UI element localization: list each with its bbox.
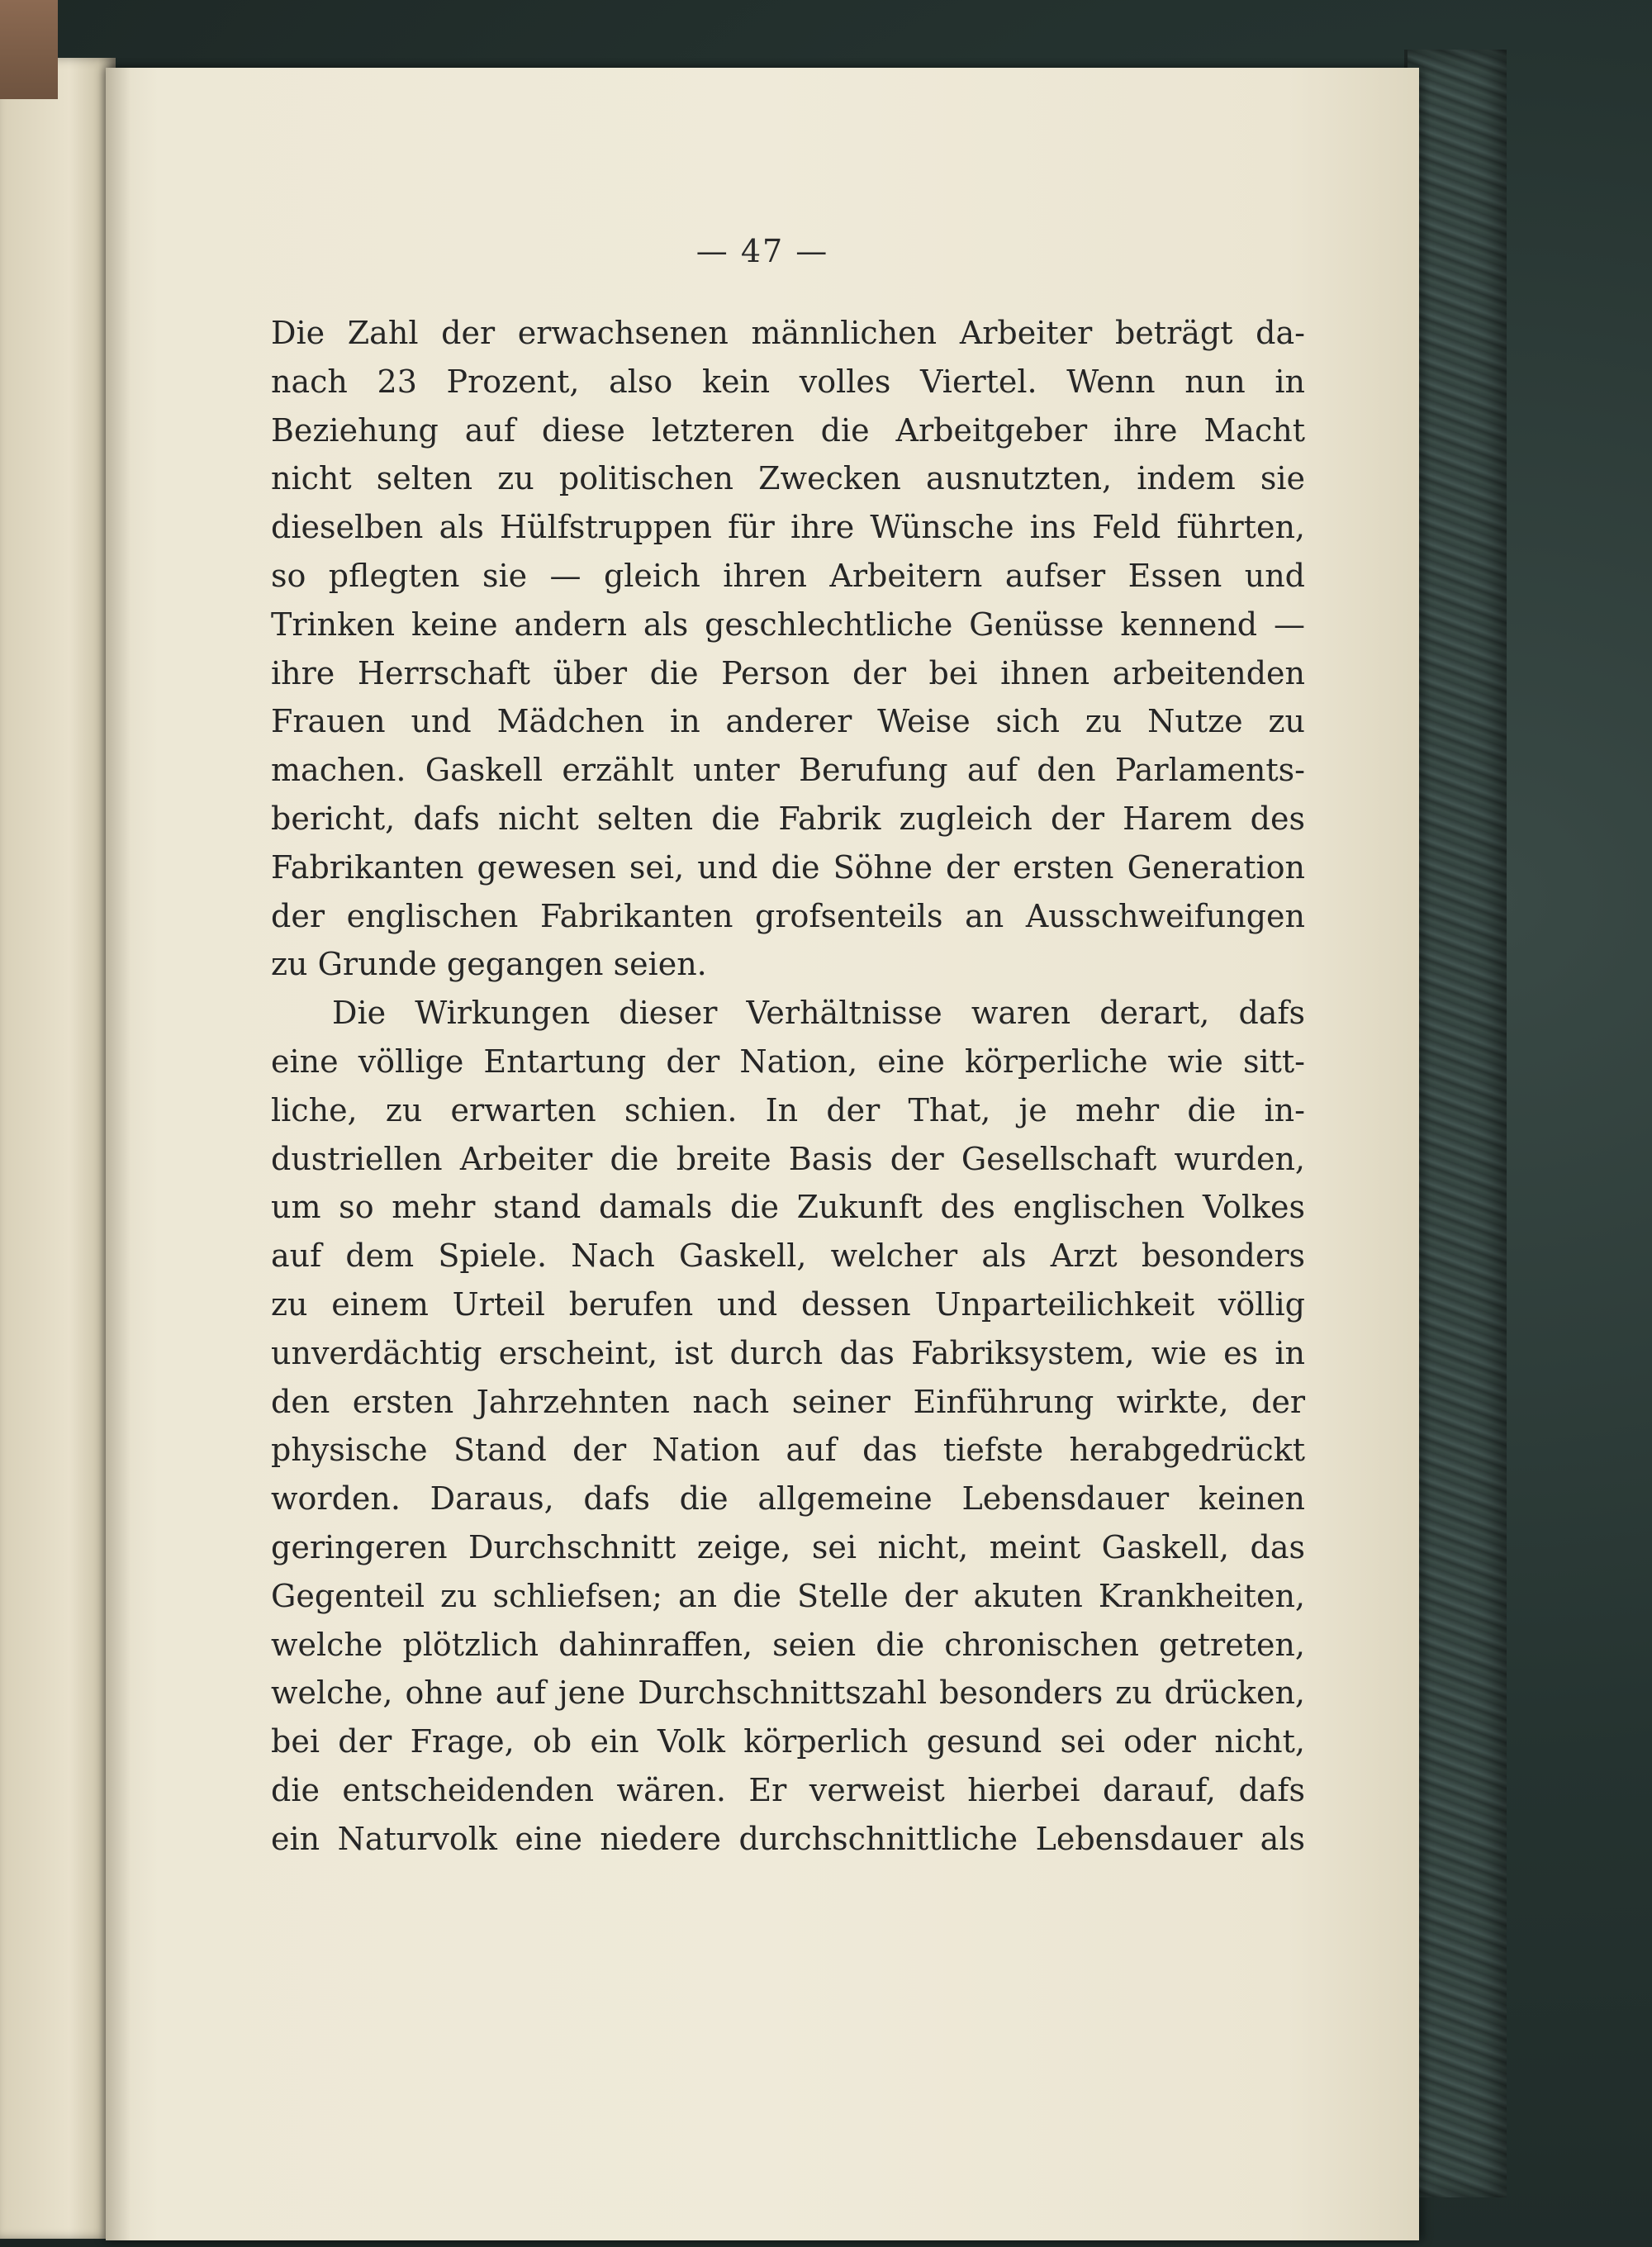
text-line: unverdächtig erscheint, ist durch das Fabriksystem, wie es in xyxy=(271,1334,1305,1371)
book-cover-edge xyxy=(1404,50,1507,2197)
book-page xyxy=(106,68,1419,2240)
text-line: eine völlige Entartung der Nation, eine körperliche wie sitt- xyxy=(271,1043,1305,1080)
text-line: Fabrikanten gewesen sei, und die Söhne der ersten Generation xyxy=(271,848,1305,886)
text-line: Die Wirkungen dieser Verhältnisse waren derart, dafs xyxy=(332,995,1305,1032)
text-line: dieselben als Hülfstruppen für ihre Wünsche ins Feld führten, xyxy=(271,509,1305,546)
text-line: Die Zahl der erwachsenen männlichen Arbeiter beträgt da- xyxy=(271,315,1305,351)
text-line: Beziehung auf diese letzteren die Arbeitgeber ihre Macht xyxy=(271,411,1305,449)
text-line: bei der Frage, ob ein Volk körperlich gesund sei oder nicht, xyxy=(271,1723,1305,1760)
text-line: die entscheidenden wären. Er verweist hierbei darauf, dafs xyxy=(271,1771,1305,1808)
text-line: physische Stand der Nation auf das tiefste herabgedrückt xyxy=(271,1432,1305,1469)
text-line: machen. Gaskell erzählt unter Berufung auf den Parlaments- xyxy=(271,752,1305,789)
text-line: um so mehr stand damals die Zukunft des englischen Volkes xyxy=(271,1189,1305,1226)
text-line: worden. Daraus, dafs die allgemeine Lebensdauer keinen xyxy=(271,1480,1305,1518)
body-text xyxy=(271,309,1305,1864)
text-line: geringeren Durchschnitt zeige, sei nicht, meint Gaskell, das xyxy=(271,1528,1305,1565)
text-line: nicht selten zu politischen Zwecken ausnutzten, indem sie xyxy=(271,460,1305,497)
text-line: auf dem Spiele. Nach Gaskell, welcher als Arzt besonders xyxy=(271,1238,1305,1275)
text-line: zu Grunde gegangen seien. xyxy=(271,946,707,983)
text-line: welche plötzlich dahinraffen, seien die chronischen getreten, xyxy=(271,1626,1305,1663)
text-line: Frauen und Mädchen in anderer Weise sich zu Nutze zu xyxy=(271,703,1305,740)
text-line: zu einem Urteil berufen und dessen Unparteilichkeit völlig xyxy=(271,1285,1305,1323)
text-line: welche, ohne auf jene Durchschnittszahl besonders zu drücken, xyxy=(271,1675,1305,1712)
gutter-shadow xyxy=(106,68,131,2240)
text-line: dustriellen Arbeiter die breite Basis der Gesellschaft wurden, xyxy=(271,1140,1305,1177)
book-cover-corner xyxy=(0,0,58,99)
text-line: Gegenteil zu schliefsen; an die Stelle der akuten Krankheiten, xyxy=(271,1577,1305,1614)
text-line: so pflegten sie — gleich ihren Arbeitern aufser Essen und xyxy=(271,557,1305,594)
text-line: ein Naturvolk eine niedere durchschnittliche Lebensdauer als xyxy=(271,1820,1305,1857)
text-line: der englischen Fabrikanten grofsenteils an Ausschweifungen xyxy=(271,897,1305,934)
text-line: Trinken keine andern als geschlechtliche Genüsse kennend — xyxy=(271,606,1305,643)
page-number: — 47 — xyxy=(695,233,829,269)
text-line: bericht, dafs nicht selten die Fabrik zugleich der Harem des xyxy=(271,800,1305,837)
previous-page-edge xyxy=(0,58,116,2239)
text-line: den ersten Jahrzehnten nach seiner Einführung wirkte, der xyxy=(271,1383,1305,1420)
text-line: ihre Herrschaft über die Person der bei ihnen arbeitenden xyxy=(271,654,1305,691)
text-line: liche, zu erwarten schien. In der That, je mehr die in- xyxy=(271,1091,1305,1128)
text-line: nach 23 Prozent, also kein volles Viertel. Wenn nun in xyxy=(271,363,1305,400)
